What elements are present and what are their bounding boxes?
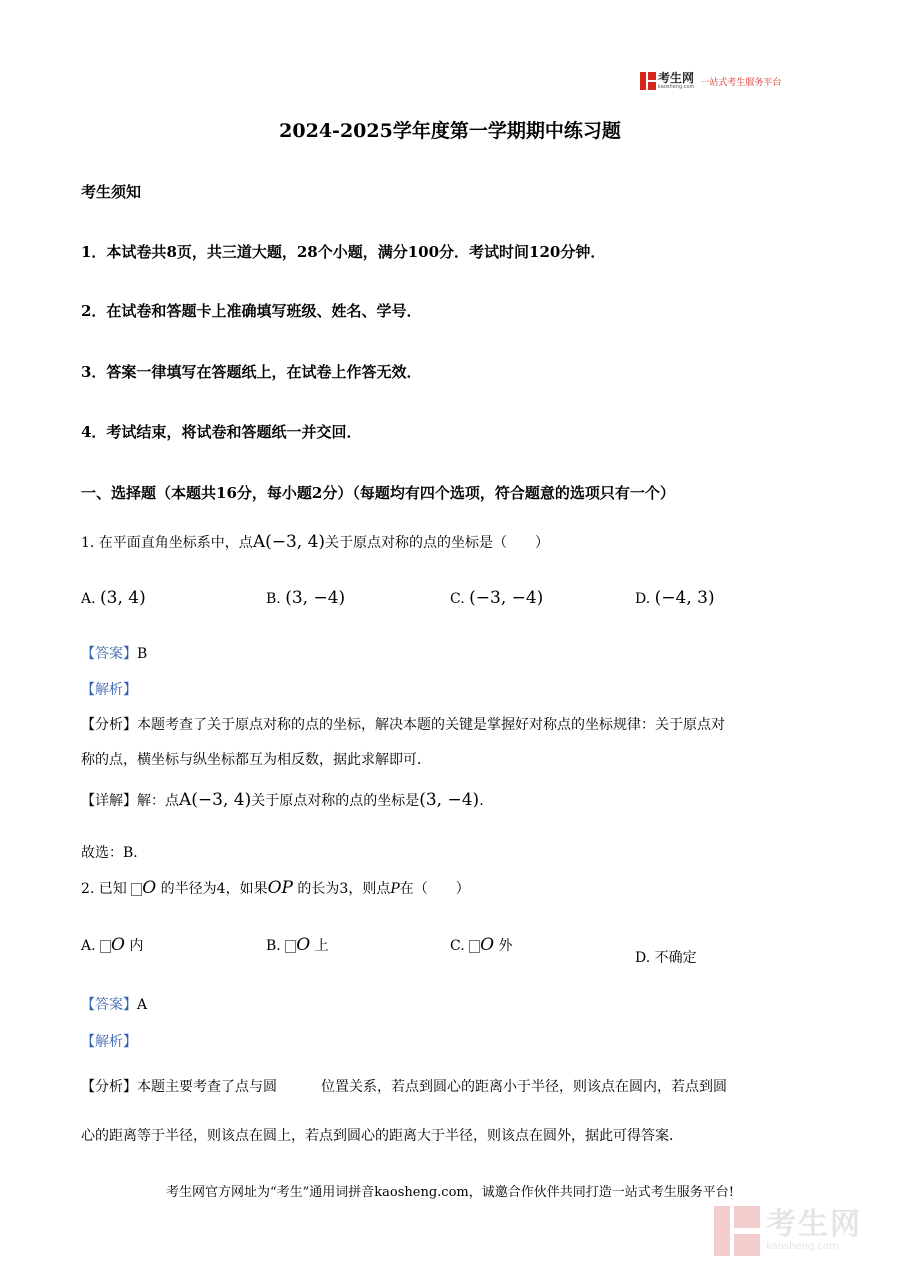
option-label: B. xyxy=(266,591,281,607)
watermark-name: 考生网 xyxy=(766,1207,862,1242)
option-value: (3, −4) xyxy=(285,588,346,608)
footer-text: 考生网官方网址为“考生”通用词拼音kaosheng.com，诚邀合作伙伴共同打造一站式考生服务平台! xyxy=(166,1185,734,1200)
circle-symbol-icon xyxy=(100,940,111,953)
detail-mid: 关于原点对称的点的坐标是 xyxy=(251,793,420,809)
q2-option-b xyxy=(266,935,329,955)
question-2-stem xyxy=(81,878,470,898)
watermark-url: kaosheng.com xyxy=(766,1241,839,1252)
q1-fenxi-line-1 xyxy=(81,714,725,734)
answer-tag: 【答案】 xyxy=(81,997,137,1013)
q2-answer xyxy=(81,994,147,1014)
notice-item-1: 1．本试卷共8页，共三道大题，28个小题，满分100分．考试时间120分钟． xyxy=(81,243,606,261)
detail-end: . xyxy=(479,793,484,809)
option-circle: O xyxy=(480,935,495,955)
q2-option-c xyxy=(450,935,513,955)
fenxi-text: 本题考查了关于原点对称的点的坐标，解决本题的关键是掌握好对称点的坐标规律：关于原点对 xyxy=(137,717,725,733)
option-circle: O xyxy=(111,935,125,955)
logo-slogan: 一站式考生服务平台 xyxy=(700,77,782,88)
detail-prefix: 解：点 xyxy=(137,793,179,809)
option-text: 上 xyxy=(314,938,329,954)
option-label: A. xyxy=(81,938,96,954)
answer-value: B xyxy=(137,646,148,662)
q2-option-d xyxy=(635,947,697,967)
header-logo xyxy=(640,72,781,90)
option-label: C. xyxy=(450,591,465,607)
q1-detail xyxy=(81,790,484,810)
option-text: 外 xyxy=(498,938,513,954)
option-text: 内 xyxy=(129,938,144,954)
fenxi-tag: 【分析】 xyxy=(81,717,137,733)
q1-choice: 故选：B． xyxy=(81,845,148,861)
logo-name: 考生网 xyxy=(658,71,695,85)
option-label: A. xyxy=(81,591,96,607)
option-value: (−4, 3) xyxy=(654,588,715,608)
q2-option-a xyxy=(81,935,143,955)
option-circle: O xyxy=(296,935,311,955)
fenxi-text-a: 本题主要考查了点与圆 xyxy=(137,1079,277,1095)
circle-symbol-icon xyxy=(285,940,296,953)
answer-value: A xyxy=(137,997,148,1013)
q1-analysis-tag: 【解析】 xyxy=(81,682,137,698)
option-value: (3, 4) xyxy=(100,588,146,608)
option-text: 不确定 xyxy=(654,950,697,966)
q1-option-b xyxy=(266,588,345,608)
answer-tag: 【答案】 xyxy=(81,646,137,662)
notice-item-4: 4．考试结束，将试卷和答题纸一并交回． xyxy=(81,423,362,441)
option-value: (−3, −4) xyxy=(469,588,544,608)
watermark-logo xyxy=(714,1206,862,1256)
q2-point: P xyxy=(390,881,400,897)
q2-prefix: 2. 已知 xyxy=(81,881,127,897)
notice-item-3: 3．答案一律填写在答题纸上，在试卷上作答无效． xyxy=(81,363,422,381)
option-label: B. xyxy=(266,938,281,954)
q1-option-a xyxy=(81,588,146,608)
q1-fenxi-line-2: 称的点，横坐标与纵坐标都互为相反数，据此求解即可． xyxy=(81,752,431,768)
detail-point: A(−3, 4) xyxy=(179,790,252,810)
option-label: C. xyxy=(450,938,465,954)
q1-option-c xyxy=(450,588,543,608)
q1-option-d xyxy=(635,588,715,608)
detail-tag: 【详解】 xyxy=(81,793,137,809)
notice-heading: 考生须知 xyxy=(81,183,142,201)
q2-analysis-tag: 【解析】 xyxy=(81,1034,137,1050)
option-label: D. xyxy=(635,950,651,966)
q2-segment: OP xyxy=(267,878,293,898)
q2-circle: O xyxy=(142,878,157,898)
fenxi-text-b: 位置关系，若点到圆心的距离小于半径，则该点在圆内，若点到圆 xyxy=(321,1079,727,1095)
q2-mid1: 的半径为4，如果 xyxy=(160,881,268,897)
q1-prefix: 1. 在平面直角坐标系中，点 xyxy=(81,535,253,551)
notice-item-2: 2．在试卷和答题卡上准确填写班级、姓名、学号． xyxy=(81,302,422,320)
option-label: D. xyxy=(635,591,651,607)
detail-result: (3, −4) xyxy=(419,790,480,810)
page-title: 2024-2025学年度第一学期期中练习题 xyxy=(279,120,621,142)
kaosheng-logo-icon xyxy=(640,72,656,90)
q1-suffix: 关于原点对称的点的坐标是（ ） xyxy=(325,535,550,551)
section-heading: 一、选择题（本题共16分，每小题2分）（每题均有四个选项，符合题意的选项只有一个） xyxy=(81,484,675,502)
circle-symbol-icon xyxy=(131,883,142,896)
fenxi-tag: 【分析】 xyxy=(81,1079,137,1095)
watermark-logo-icon xyxy=(714,1206,760,1256)
logo-url: kaosheng.com xyxy=(658,84,695,90)
q2-fenxi-line-1 xyxy=(81,1076,727,1096)
q2-mid2: 的长为3，则点 xyxy=(297,881,391,897)
question-1-stem xyxy=(81,532,549,552)
q2-fenxi-line-2: 心的距离等于半径，则该点在圆上，若点到圆心的距离大于半径，则该点在圆外，据此可得答案． xyxy=(81,1128,683,1144)
q1-answer xyxy=(81,643,147,663)
q1-point: A(−3, 4) xyxy=(252,532,326,552)
circle-symbol-icon xyxy=(469,940,480,953)
q2-suffix: 在（ ） xyxy=(399,881,470,897)
